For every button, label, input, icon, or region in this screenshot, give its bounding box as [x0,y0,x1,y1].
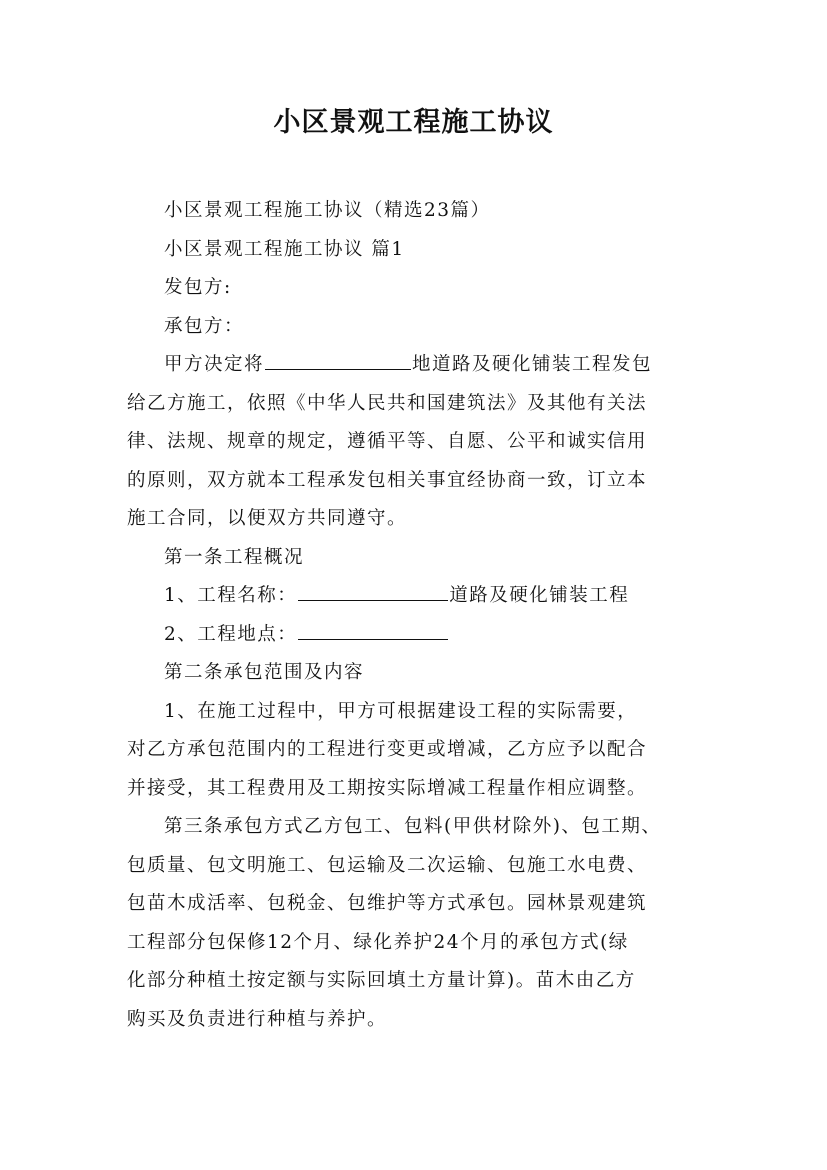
article-3-line-5: 化部分种植土按定额与实际回填土方量计算)。苗木由乙方 [127,970,636,991]
party-b-label: 承包方： [164,315,245,337]
article-3-line-4: 工程部分包保修12个月、绿化养护24个月的承包方式(绿 [127,931,629,953]
project-site-blank [298,621,448,640]
subtitle-paragraph: 小区景观工程施工协议（精选23篇） [164,200,491,221]
project-name-blank [298,582,448,601]
party-a-label: 发包方: [164,277,232,298]
project-site-label: 2、工程地点： [164,623,298,645]
intro-first-line [127,346,717,385]
article-2-line-2: 对乙方承包范围内的工程进行变更或增减，乙方应予以配合 [127,739,648,760]
article-1-heading: 第一条工程概况 [164,546,305,568]
article-1-item-2 [127,616,717,655]
intro-line-4: 的原则，双方就本工程承发包相关事宜经协商一致，订立本 [127,469,648,491]
intro-text-part2: 地道路及硬化铺装工程发包 [412,354,653,375]
article-3-line-1: 第三条承包方式乙方包工、包料(甲供材除外)、包工期、 [164,816,662,837]
document-title: 小区景观工程施工协议 [273,107,554,138]
article-2-line-3: 并接受，其工程费用及工期按实际增减工程量作相应调整。 [127,777,648,799]
project-location-blank [265,351,411,370]
article-1-item-1 [127,577,717,616]
article-3-line-6: 购买及负责进行种植与养护。 [127,1008,388,1030]
project-name-suffix: 道路及硬化铺装工程 [449,585,630,606]
article-2-heading: 第二条承包范围及内容 [164,662,365,683]
intro-line-2: 给乙方施工，依照《中华人民共和国建筑法》及其他有关法 [127,392,648,414]
article-3-line-2: 包质量、包文明施工、包运输及二次运输、包施工水电费、 [127,854,648,876]
project-name-label: 1、工程名称： [164,585,298,606]
article-2-line-1: 1、在施工过程中，甲方可根据建设工程的实际需要， [164,700,638,722]
article-3-line-3: 包苗木成活率、包税金、包维护等方式承包。园林景观建筑 [127,893,648,914]
intro-text-part1: 甲方决定将 [164,354,265,375]
section-heading: 小区景观工程施工协议 篇1 [164,238,405,260]
intro-line-3: 律、法规、规章的规定，遵循平等、自愿、公平和诚实信用 [127,431,648,452]
document-body [127,192,717,1039]
intro-line-5: 施工合同，以便双方共同遵守。 [127,508,408,529]
